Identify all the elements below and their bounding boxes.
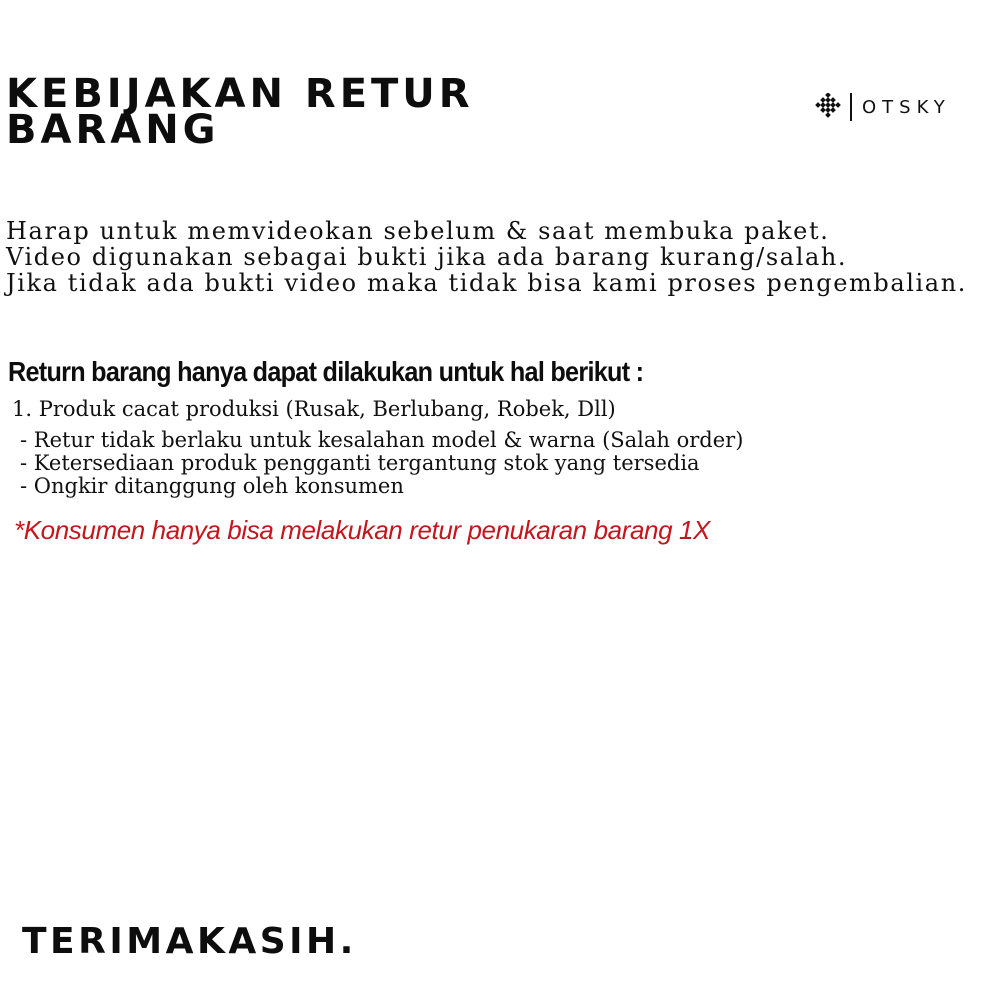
intro-line-2: Video digunakan sebagai bukti jika ada barang kurang/salah.: [6, 243, 848, 271]
brand-name: OTSKY: [862, 96, 951, 118]
brand-logo: [814, 92, 951, 122]
conditions-list: [12, 398, 743, 498]
intro-line-3: Jika tidak ada bukti video maka tidak bisa kami proses pengembalian.: [6, 269, 967, 297]
page-title-line-2: BARANG: [6, 107, 220, 153]
intro-line-1: Harap untuk memvideokan sebelum & saat membuka paket.: [6, 217, 830, 245]
closing-text: TERIMAKASIH.: [22, 921, 357, 962]
intro-text: [6, 218, 1000, 296]
exchange-limit-note: *Konsumen hanya bisa melakukan retur penukaran barang 1X: [14, 515, 710, 545]
condition-item-1: 1. Produk cacat produksi (Rusak, Berlubang, Robek, Dll): [12, 397, 616, 421]
page-title-line-1: KEBIJAKAN RETUR: [6, 71, 474, 117]
condition-note-2: - Ketersediaan produk pengganti tergantung stok yang tersedia: [20, 451, 700, 475]
diamond-mesh-icon: [814, 93, 842, 121]
logo-divider: [850, 93, 852, 121]
condition-note-3: - Ongkir ditanggung oleh konsumen: [20, 474, 404, 498]
page-title: [6, 71, 474, 153]
condition-note-1: - Retur tidak berlaku untuk kesalahan model & warna (Salah order): [20, 428, 744, 452]
conditions-heading: Return barang hanya dapat dilakukan untuk hal berikut :: [8, 356, 644, 387]
